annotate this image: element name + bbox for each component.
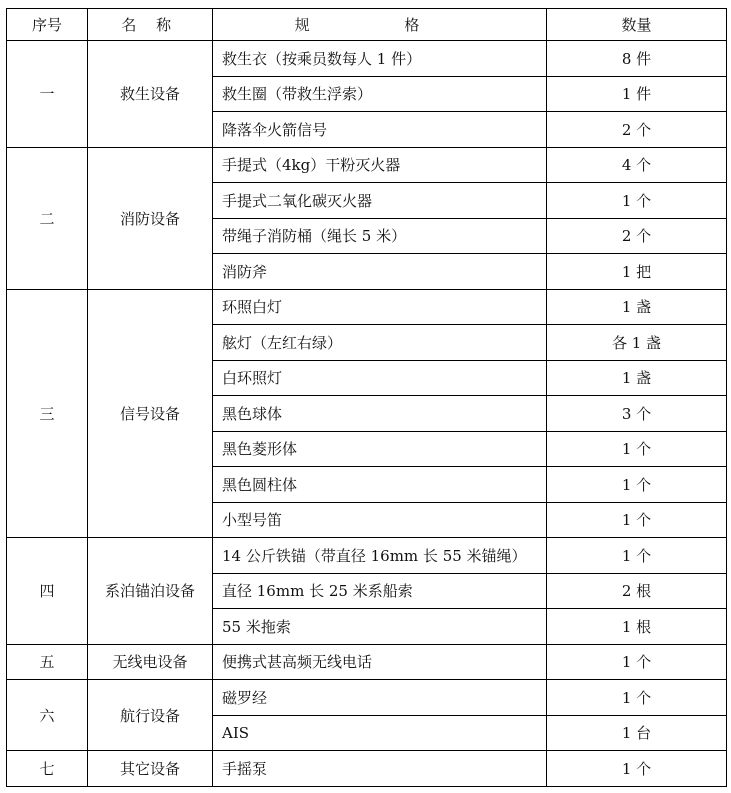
item-quantity-cell: 各 1 盏 xyxy=(547,325,727,361)
item-spec-cell: 14 公斤铁锚（带直径 16mm 长 55 米锚绳） xyxy=(213,538,547,574)
item-quantity-cell: 1 个 xyxy=(547,431,727,467)
item-quantity-cell: 1 盏 xyxy=(547,360,727,396)
group-index-cell: 一 xyxy=(7,41,88,148)
item-quantity-cell: 2 个 xyxy=(547,112,727,148)
table-row xyxy=(7,538,727,574)
item-quantity-cell: 1 件 xyxy=(547,76,727,112)
item-spec-cell: 小型号笛 xyxy=(213,502,547,538)
item-quantity-cell: 3 个 xyxy=(547,396,727,432)
table-row xyxy=(7,289,727,325)
table-row xyxy=(7,680,727,716)
table-row xyxy=(7,41,727,77)
item-spec-cell: AIS xyxy=(213,715,547,751)
item-spec-cell: 黑色球体 xyxy=(213,396,547,432)
group-name-cell: 消防设备 xyxy=(88,147,213,289)
item-spec-cell: 降落伞火箭信号 xyxy=(213,112,547,148)
item-quantity-cell: 2 根 xyxy=(547,573,727,609)
item-spec-cell: 白环照灯 xyxy=(213,360,547,396)
item-spec-cell: 舷灯（左红右绿） xyxy=(213,325,547,361)
item-spec-cell: 消防斧 xyxy=(213,254,547,290)
group-index-cell: 六 xyxy=(7,680,88,751)
table-body xyxy=(7,41,727,787)
group-name-cell: 系泊锚泊设备 xyxy=(88,538,213,645)
item-quantity-cell: 1 个 xyxy=(547,751,727,787)
equipment-table xyxy=(6,8,727,787)
item-quantity-cell: 1 把 xyxy=(547,254,727,290)
item-quantity-cell: 1 个 xyxy=(547,467,727,503)
group-name-cell: 无线电设备 xyxy=(88,644,213,680)
table-row xyxy=(7,644,727,680)
item-spec-cell: 直径 16mm 长 25 米系船索 xyxy=(213,573,547,609)
header-row xyxy=(7,9,727,41)
item-quantity-cell: 2 个 xyxy=(547,218,727,254)
item-quantity-cell: 1 台 xyxy=(547,715,727,751)
item-quantity-cell: 1 盏 xyxy=(547,289,727,325)
item-spec-cell: 磁罗经 xyxy=(213,680,547,716)
item-spec-cell: 黑色圆柱体 xyxy=(213,467,547,503)
item-quantity-cell: 8 件 xyxy=(547,41,727,77)
item-quantity-cell: 1 个 xyxy=(547,183,727,219)
group-index-cell: 七 xyxy=(7,751,88,787)
group-name-cell: 航行设备 xyxy=(88,680,213,751)
item-quantity-cell: 1 个 xyxy=(547,502,727,538)
table-row xyxy=(7,751,727,787)
group-name-cell: 救生设备 xyxy=(88,41,213,148)
group-index-cell: 二 xyxy=(7,147,88,289)
item-spec-cell: 黑色菱形体 xyxy=(213,431,547,467)
group-index-cell: 五 xyxy=(7,644,88,680)
item-spec-cell: 手提式（4kg）干粉灭火器 xyxy=(213,147,547,183)
header-spec: 规 格 xyxy=(213,9,547,41)
group-name-cell: 信号设备 xyxy=(88,289,213,538)
item-spec-cell: 带绳子消防桶（绳长 5 米） xyxy=(213,218,547,254)
group-index-cell: 三 xyxy=(7,289,88,538)
table-header xyxy=(7,9,727,41)
item-spec-cell: 便携式甚高频无线电话 xyxy=(213,644,547,680)
item-spec-cell: 救生衣（按乘员数每人 1 件） xyxy=(213,41,547,77)
item-quantity-cell: 1 个 xyxy=(547,680,727,716)
header-index: 序号 xyxy=(7,9,88,41)
item-spec-cell: 环照白灯 xyxy=(213,289,547,325)
item-spec-cell: 手摇泵 xyxy=(213,751,547,787)
item-spec-cell: 55 米拖索 xyxy=(213,609,547,645)
item-spec-cell: 手提式二氧化碳灭火器 xyxy=(213,183,547,219)
header-quantity: 数量 xyxy=(547,9,727,41)
equipment-table-container xyxy=(6,8,727,787)
item-quantity-cell: 1 根 xyxy=(547,609,727,645)
item-quantity-cell: 4 个 xyxy=(547,147,727,183)
table-row xyxy=(7,147,727,183)
group-name-cell: 其它设备 xyxy=(88,751,213,787)
item-quantity-cell: 1 个 xyxy=(547,644,727,680)
item-spec-cell: 救生圈（带救生浮索） xyxy=(213,76,547,112)
header-name: 名 称 xyxy=(88,9,213,41)
group-index-cell: 四 xyxy=(7,538,88,645)
item-quantity-cell: 1 个 xyxy=(547,538,727,574)
